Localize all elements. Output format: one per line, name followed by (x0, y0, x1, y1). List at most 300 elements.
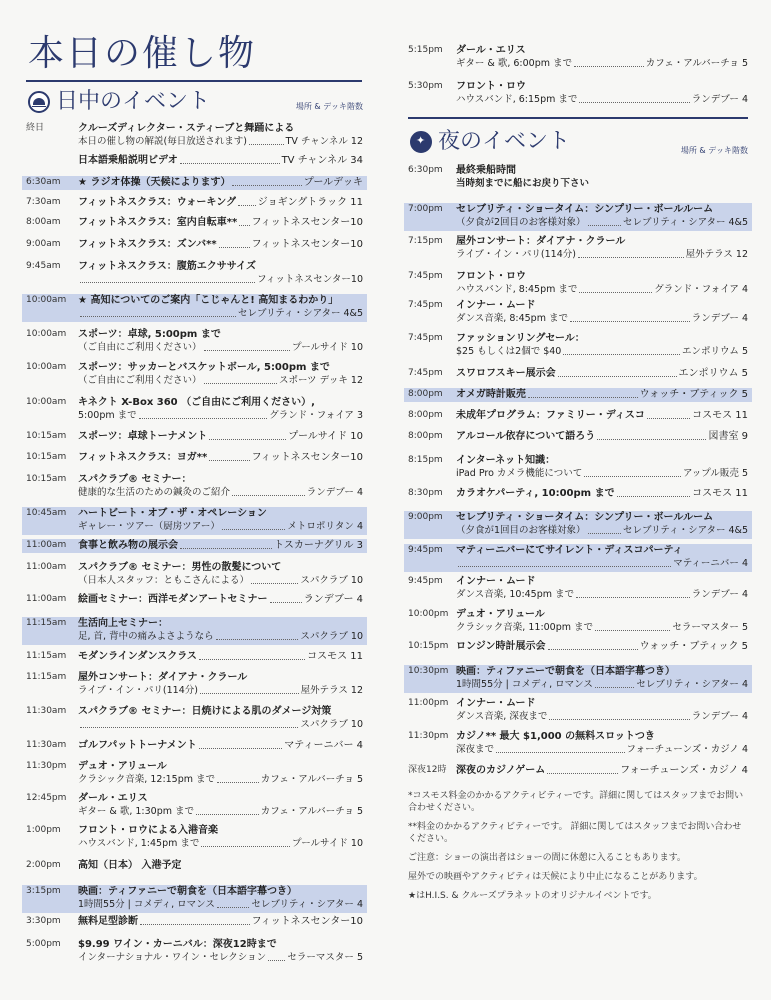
event-line (456, 388, 748, 401)
event-title: 深夜のカジノゲーム (456, 765, 546, 776)
event-body (456, 697, 748, 723)
event-row (22, 938, 367, 966)
event-body (78, 539, 363, 552)
leader-dots (80, 273, 255, 283)
event-detail: ダンス音楽, 8:45pm まで (456, 313, 568, 324)
event-time: 12:45pm (26, 793, 67, 803)
event-body (456, 44, 748, 70)
leader-dots (270, 593, 302, 603)
event-line (456, 409, 748, 422)
event-title: 食事と飲み物の展示会 (78, 540, 178, 551)
leader-dots (458, 557, 671, 567)
event-time: 5:00pm (26, 939, 61, 949)
event-title: スポーツ：卓球, 5:00pm まで (78, 329, 221, 340)
event-body (456, 665, 748, 691)
event-location: プールデッキ (303, 177, 363, 188)
event-row (22, 328, 367, 356)
event-row (22, 260, 367, 288)
event-line (78, 574, 363, 587)
leader-dots (579, 93, 689, 103)
moon-icon (410, 131, 432, 153)
event-location: セラーマスター 5 (287, 952, 363, 963)
event-body (456, 511, 748, 537)
event-line (78, 805, 363, 818)
event-detail: ダンス音楽, 10:45pm まで (456, 589, 575, 600)
leader-dots (219, 238, 250, 248)
event-location: ジョギングトラック 11 (257, 197, 363, 208)
event-location: グランド・フォイア 3 (269, 410, 363, 421)
event-time: 11:30pm (26, 761, 67, 771)
event-title: 絵画セミナー：西洋モダンアートセミナー (78, 594, 268, 605)
event-body (78, 396, 363, 422)
event-time: 10:30pm (408, 666, 449, 676)
event-line (78, 915, 363, 928)
event-detail: 1時間55分 | コメディ, ロマンス (78, 899, 215, 910)
event-time: 9:00pm (408, 512, 443, 522)
event-time: 11:15am (26, 618, 67, 628)
event-row (404, 409, 752, 423)
leader-dots (548, 640, 638, 650)
footnote: ご注意：ショーの演出者はショーの間に休憩に入ることもあります。 (408, 853, 686, 863)
event-row (404, 640, 752, 654)
event-location: 屋外テラス 12 (300, 685, 363, 696)
event-location: スポーツ デッキ 12 (278, 375, 363, 386)
event-body (78, 593, 363, 606)
event-location: セレブリティ・シアター 4 (636, 679, 748, 690)
event-body (456, 164, 748, 190)
event-title: $9.99 ワイン・カーニバル：深夜12時まで (78, 939, 277, 950)
leader-dots (579, 283, 652, 293)
event-title: クルーズディレクター・スティーブと舞踊による (78, 123, 295, 134)
leader-dots (549, 710, 689, 720)
event-line (456, 345, 748, 358)
event-time: 9:45am (26, 261, 61, 271)
event-location: ランデブー 4 (691, 313, 748, 324)
event-title: 映画：ティファニーで朝食を（日本語字幕つき） (456, 666, 675, 677)
event-body (78, 154, 363, 167)
event-title: オメガ時計販売 (456, 389, 526, 400)
event-detail: （ご自由にご利用ください） (78, 375, 202, 386)
event-location: カフェ・アルバーチョ 5 (260, 774, 363, 785)
event-line (78, 374, 363, 387)
event-detail: 当時刻までに船にお戻り下さい (456, 178, 590, 189)
leader-dots (139, 409, 268, 419)
event-title: フロント・ロウ (456, 271, 526, 282)
event-line (78, 154, 363, 167)
event-time: 6:30am (26, 177, 61, 187)
event-line (456, 283, 748, 296)
event-title: デュオ・アリュール (78, 761, 167, 772)
event-body (78, 650, 363, 663)
event-title: 無料足型診断 (78, 916, 138, 927)
event-body (456, 575, 748, 601)
event-line (456, 467, 748, 480)
event-row (404, 235, 752, 263)
event-line (456, 524, 748, 537)
event-title: スパクラブ® セミナー： (78, 474, 192, 485)
leader-dots (196, 805, 259, 815)
event-line (456, 557, 748, 570)
event-row (22, 561, 367, 589)
event-detail: （夕食が1回目のお客様対象） (456, 525, 586, 536)
event-line (78, 451, 363, 464)
leader-dots (216, 630, 299, 640)
event-body (456, 299, 748, 325)
event-line (78, 773, 363, 786)
event-detail: ハウスバンド, 6:15pm まで (456, 94, 578, 105)
event-row (404, 511, 752, 539)
event-location: ランデブー 4 (691, 711, 748, 722)
event-row (22, 216, 367, 230)
event-location: 屋外テラス 12 (685, 249, 748, 260)
event-body (78, 473, 363, 499)
event-time: 10:15am (26, 452, 67, 462)
event-title: マティーニバーにてサイレント・ディスコパーティ (456, 545, 683, 556)
event-row (404, 764, 752, 778)
event-line (78, 520, 363, 533)
event-row (22, 760, 367, 788)
event-title: カラオケパーティ, 10:00pm まで (456, 488, 615, 499)
event-line (78, 486, 363, 499)
event-title: 高知（日本） 入港予定 (78, 860, 182, 871)
event-detail: 本日の催し物の解説(毎日放送されます) (78, 136, 247, 147)
event-body (456, 270, 748, 296)
event-location: コスモス 11 (307, 651, 363, 662)
event-line (78, 650, 363, 663)
event-time: 10:15am (26, 431, 67, 441)
event-body (78, 260, 363, 286)
event-body (78, 507, 363, 533)
event-row (22, 294, 367, 322)
event-line (78, 593, 363, 606)
leader-dots (180, 154, 280, 164)
event-time: 7:00pm (408, 204, 443, 214)
event-row (404, 44, 752, 72)
event-title: セレブリティ・ショータイム：シンプリー・ボールルーム (456, 512, 714, 523)
event-row (404, 665, 752, 693)
event-line (456, 621, 748, 634)
event-line (78, 196, 363, 209)
event-body (78, 617, 363, 643)
event-time: 10:00am (26, 362, 67, 372)
event-body (456, 764, 748, 777)
event-time: 11:00am (26, 562, 67, 572)
leader-dots (80, 307, 236, 317)
event-time: 10:15pm (408, 641, 449, 651)
event-time: 7:15pm (408, 236, 443, 246)
event-title: アルコール依存について語ろう (456, 431, 596, 442)
event-title: スポーツ：卓球トーナメント (78, 431, 208, 442)
event-line (78, 859, 363, 872)
event-location: フィットネスセンター10 (251, 217, 363, 228)
event-time: 2:00pm (26, 860, 61, 870)
event-line (456, 57, 748, 70)
event-row (22, 238, 367, 252)
leader-dots (584, 467, 681, 477)
event-body (78, 739, 363, 752)
event-time: 5:30pm (408, 81, 443, 91)
leader-dots (217, 773, 259, 783)
event-time: 終日 (26, 123, 45, 133)
event-line (78, 238, 363, 251)
sunrise-icon (28, 91, 50, 113)
event-time: 7:45pm (408, 333, 443, 343)
event-body (456, 388, 748, 401)
event-line (456, 93, 748, 106)
event-title: 屋外コンサート：ダイアナ・クラール (78, 672, 248, 683)
event-body (78, 915, 363, 928)
event-title: ★ 高知についてのご案内「こじゃんと! 高知まるわかり」 (78, 295, 339, 306)
day-section-header (28, 89, 210, 115)
event-location: グランド・フォイア 4 (654, 284, 748, 295)
event-time: 3:15pm (26, 886, 61, 896)
event-line (456, 743, 748, 756)
event-line (78, 409, 363, 422)
event-line (78, 307, 363, 320)
leader-dots (201, 837, 290, 847)
leader-dots (595, 621, 670, 631)
event-line (78, 898, 363, 911)
event-location: フォーチューンズ・カジノ 4 (626, 744, 748, 755)
event-detail: インターナショナル・ワイン・セレクション (78, 952, 267, 963)
event-time: 深夜12時 (408, 765, 447, 775)
leader-dots (200, 684, 299, 694)
event-row (22, 859, 367, 873)
event-time: 10:00am (26, 295, 67, 305)
event-title: キネクト X-Box 360 （ご自由にご利用ください）, (78, 397, 315, 408)
leader-dots (80, 718, 298, 728)
event-row (22, 361, 367, 389)
event-row (22, 650, 367, 664)
event-location: プールサイド 10 (292, 838, 363, 849)
event-time: 10:15am (26, 474, 67, 484)
event-location: フィットネスセンター10 (257, 274, 363, 285)
event-time: 8:30pm (408, 488, 443, 498)
event-location: フィットネスセンター10 (251, 916, 363, 927)
event-body (78, 792, 363, 818)
event-location: フォーチューンズ・カジノ 4 (620, 765, 748, 776)
event-detail: 5:00pm まで (78, 410, 137, 421)
event-body (78, 760, 363, 786)
event-row (404, 697, 752, 725)
event-line (78, 837, 363, 850)
event-location: プールサイド 10 (288, 431, 363, 442)
event-time: 6:30pm (408, 165, 443, 175)
event-time: 10:00am (26, 329, 67, 339)
event-row (22, 792, 367, 820)
event-body (456, 235, 748, 261)
leader-dots (209, 451, 249, 461)
event-line (456, 216, 748, 229)
leader-dots (647, 409, 690, 419)
leader-dots (239, 216, 249, 226)
event-body (78, 885, 363, 911)
event-line (456, 640, 748, 653)
event-title: フロント・ロウ (456, 81, 526, 92)
event-line (78, 739, 363, 752)
event-line (78, 630, 363, 643)
event-detail: ギター & 歌, 1:30pm まで (78, 806, 195, 817)
leader-dots (180, 539, 272, 549)
event-location: スパクラブ 10 (300, 575, 363, 586)
leader-dots (140, 915, 250, 925)
event-time: 9:45pm (408, 545, 443, 555)
event-time: 11:00am (26, 594, 67, 604)
event-body (78, 671, 363, 697)
event-title: ハートビート・オブ・ザ・オペレーション (78, 508, 267, 519)
event-time: 8:15pm (408, 455, 443, 465)
event-row (22, 196, 367, 210)
event-time: 7:45pm (408, 368, 443, 378)
leader-dots (232, 176, 301, 186)
event-time: 1:00pm (26, 825, 61, 835)
event-location: セレブリティ・シアター 4 (251, 899, 363, 910)
event-body (456, 608, 748, 634)
event-title: デュオ・アリュール (456, 609, 545, 620)
event-location: エンポリウム 5 (678, 368, 748, 379)
event-title: インナー・ムード (456, 576, 536, 587)
event-time: 11:30am (26, 740, 67, 750)
event-location: アップル販売 5 (682, 468, 748, 479)
leader-dots (209, 430, 286, 440)
event-row (22, 539, 367, 553)
event-row (404, 454, 752, 482)
event-body (78, 451, 363, 464)
leader-dots (558, 367, 677, 377)
event-row (404, 430, 752, 444)
event-row (22, 154, 367, 168)
event-title: ★ ラジオ体操（天候によります） (78, 177, 231, 188)
event-line (78, 176, 363, 189)
event-row (22, 824, 367, 852)
event-detail: （日本人スタッフ：ともこさんによる） (78, 575, 250, 586)
event-location: トスカーナグリル 3 (273, 540, 363, 551)
event-title: フィットネスクラス：ズンバ** (78, 239, 217, 250)
event-line (456, 177, 748, 190)
event-line (78, 135, 363, 148)
event-detail: ハウスバンド, 1:45pm まで (78, 838, 200, 849)
leader-dots (217, 898, 250, 908)
event-body (456, 367, 748, 380)
leader-dots (547, 764, 618, 774)
event-title: スポーツ：サッカーとバスケットボール, 5:00pm まで (78, 362, 330, 373)
event-time: 8:00pm (408, 410, 443, 420)
event-title: インナー・ムード (456, 300, 536, 311)
event-time: 10:00pm (408, 609, 449, 619)
event-body (78, 938, 363, 964)
event-location: セレブリティ・シアター 4&5 (622, 525, 748, 536)
night-rule (408, 117, 748, 119)
event-line (78, 951, 363, 964)
event-location: セラーマスター 5 (672, 622, 748, 633)
event-row (22, 915, 367, 929)
event-detail: $25 もしくは2個で $40 (456, 346, 562, 357)
event-row (404, 608, 752, 636)
event-title: フロント・ロウによる入港音楽 (78, 825, 218, 836)
event-row (404, 80, 752, 108)
event-time: 11:00pm (408, 698, 449, 708)
event-location: コスモス 11 (692, 410, 748, 421)
event-line (78, 718, 363, 731)
event-body (78, 561, 363, 587)
event-line (456, 710, 748, 723)
event-line (456, 764, 748, 777)
event-row (404, 487, 752, 501)
event-title: フィットネスクラス：ウォーキング (78, 197, 237, 208)
leader-dots (588, 524, 621, 534)
event-body (78, 361, 363, 387)
event-location: フィットネスセンター10 (251, 452, 363, 463)
event-location: エンポリウム 5 (682, 346, 748, 357)
event-title: セレブリティ・ショータイム：シンプリー・ボールルーム (456, 204, 714, 215)
event-row (404, 730, 752, 758)
leader-dots (570, 312, 690, 322)
event-detail: ギャレー・ツアー（厨房ツアー） (78, 521, 220, 532)
event-location: セレブリティ・シアター 4&5 (237, 308, 363, 319)
event-location: コスモス 11 (692, 488, 748, 499)
event-title: モダンラインダンスクラス (78, 651, 197, 662)
leader-dots (597, 430, 706, 440)
event-time: 7:45pm (408, 300, 443, 310)
leader-dots (595, 678, 635, 688)
event-location: ウォッチ・ブティック 5 (639, 389, 748, 400)
night-section-title: 夜のイベント (438, 129, 571, 154)
event-time: 7:30am (26, 197, 61, 207)
event-time: 11:30pm (408, 731, 449, 741)
event-row (22, 122, 367, 150)
event-body (78, 238, 363, 251)
event-row (404, 544, 752, 572)
event-title: 生活向上セミナー： (78, 618, 168, 629)
event-body (456, 203, 748, 229)
event-location: TV チャンネル 12 (285, 136, 363, 147)
event-time: 11:15am (26, 651, 67, 661)
event-detail: 深夜まで (456, 744, 495, 755)
event-title: カジノ** 最大 $1,000 の無料スロットつき (456, 731, 655, 742)
event-body (78, 196, 363, 209)
leader-dots (238, 196, 256, 206)
event-location: カフェ・アルバーチョ 5 (645, 58, 748, 69)
leader-dots (617, 487, 691, 497)
event-location: マティーニバー 4 (284, 740, 363, 751)
event-title: ダール・エリス (78, 793, 148, 804)
event-line (78, 539, 363, 552)
event-body (78, 859, 363, 872)
page-title: 本日の催し物 (28, 33, 257, 74)
leader-dots (588, 216, 621, 226)
event-location: フィットネスセンター10 (251, 239, 363, 250)
event-body (456, 487, 748, 500)
event-title: 最終乗船時間 (456, 165, 516, 176)
event-line (78, 216, 363, 229)
leader-dots (199, 650, 305, 660)
event-body (78, 824, 363, 850)
leader-dots (249, 135, 284, 145)
event-body (456, 409, 748, 422)
event-row (404, 575, 752, 603)
event-detail: 足, 首, 背中の痛みよさようなら (78, 631, 214, 642)
event-line (456, 367, 748, 380)
footnote: 屋外での映画やアクティビティは天候により中止になることがあります。 (408, 872, 703, 882)
event-detail: iPad Pro カメラ機能について (456, 468, 583, 479)
footnote: *コスモス料金のかかるアクティビティーです。詳細に関してはスタッフまでお問い合わせください。 (408, 791, 744, 813)
event-row (404, 203, 752, 231)
event-line (78, 430, 363, 443)
event-detail: ハウスバンド, 8:45pm まで (456, 284, 578, 295)
footnote: **料金のかかるアクティビティーです。 詳細に関してはスタッフまでお問い合わせください。 (408, 822, 742, 844)
leader-dots (204, 341, 291, 351)
event-row (404, 164, 752, 192)
